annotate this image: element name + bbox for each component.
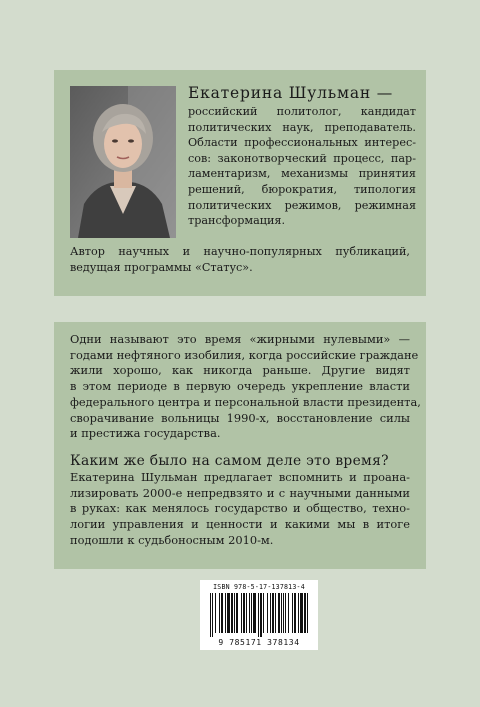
barcode-bar <box>231 593 233 633</box>
description-line: в этом периоде в первую очередь укрепление власти <box>70 379 410 394</box>
barcode-bar <box>251 593 252 633</box>
barcode-bar <box>234 593 235 633</box>
barcode-bar <box>298 593 299 633</box>
bio-line: Области профессиональных интерес- <box>188 136 416 150</box>
bio-tail-line: Автор научных и научно-популярных публикаций, <box>70 245 410 258</box>
barcode-bar <box>210 593 211 637</box>
barcode-bar <box>243 593 245 633</box>
barcode-bar <box>246 593 247 633</box>
barcode-bar <box>281 593 282 633</box>
description-line: подошли к судьбоносным 2010-м. <box>70 532 274 547</box>
bio-line: ламентаризм, механизмы принятия <box>188 167 416 181</box>
barcode-bar <box>241 593 242 633</box>
bio-tail-line: ведущая программы «Статус». <box>70 260 253 274</box>
bio-line: российский политолог, кандидат <box>188 105 416 118</box>
blurb-panel <box>54 322 426 569</box>
description-line: жили хорошо, как никогда раньше. Другие видят <box>70 363 410 378</box>
barcode-bar <box>267 593 268 633</box>
barcode-bar <box>272 593 274 633</box>
description-line: сворачивание вольницы 1990-х, восстановление силы <box>70 410 410 425</box>
bio-line: трансформация. <box>188 214 286 228</box>
barcode-bar <box>278 593 280 633</box>
barcode-bar <box>288 593 289 633</box>
barcode-bar <box>285 593 286 633</box>
barcode-bar <box>307 593 308 633</box>
author-portrait <box>70 86 176 238</box>
barcode-bar <box>236 593 238 633</box>
bio-line: политических режимов, режимная <box>188 198 416 212</box>
description-line: Одни называют это время «жирными нулевыми» — <box>70 332 410 346</box>
barcode-bar <box>221 593 223 633</box>
description-line: годами нефтяного изобилия, когда российские граждане <box>70 347 419 362</box>
barcode-bar <box>219 593 220 633</box>
barcode-bar <box>283 593 284 633</box>
barcode-bar <box>215 593 216 633</box>
bio-line: решений, бюрократия, типология <box>188 182 416 196</box>
bio-line: политических наук, преподаватель. <box>188 120 416 134</box>
barcode-bar <box>292 593 293 633</box>
isbn-label: ISBN 978-5-17-137813-4 <box>213 583 305 591</box>
description-line: логии управления и ценности и какими мы в итоге <box>70 517 410 532</box>
author-panel <box>54 70 426 296</box>
barcode-bar <box>263 593 264 633</box>
barcode-digits: 9 785171 378134 <box>218 638 300 647</box>
isbn-barcode <box>200 580 318 650</box>
description-line: в руках: как менялось государство и общество, техно- <box>70 501 410 516</box>
barcode-bar <box>253 593 256 633</box>
bio-line: сов: законотворческий процесс, пар- <box>188 151 416 165</box>
barcode-bar <box>294 593 296 633</box>
barcode-bar <box>275 593 276 633</box>
barcode-bar <box>212 593 213 637</box>
description-question: Каким же было на самом деле это время? <box>70 452 389 469</box>
author-bio-tail <box>70 244 410 275</box>
barcode-bars <box>210 593 308 637</box>
barcode-bar <box>249 593 250 633</box>
author-bio <box>188 104 416 229</box>
description-line: федерального центра и персональной власти президента, <box>70 394 421 409</box>
barcode-bar <box>304 593 306 633</box>
barcode-bar <box>270 593 271 633</box>
barcode-bar <box>225 593 226 633</box>
description-line: лизировать 2000-е непредвзято и с научными данными <box>70 485 410 500</box>
description-line: Екатерина Шульман предлагает вспомнить и проана- <box>70 469 410 484</box>
barcode-bar <box>300 593 303 633</box>
barcode-bar <box>227 593 230 633</box>
author-name-heading: Екатерина Шульман — <box>188 84 394 102</box>
barcode-bar <box>258 593 259 637</box>
description-line: и престижа государства. <box>70 426 221 441</box>
book-description <box>70 332 421 548</box>
barcode-bar <box>260 593 262 637</box>
